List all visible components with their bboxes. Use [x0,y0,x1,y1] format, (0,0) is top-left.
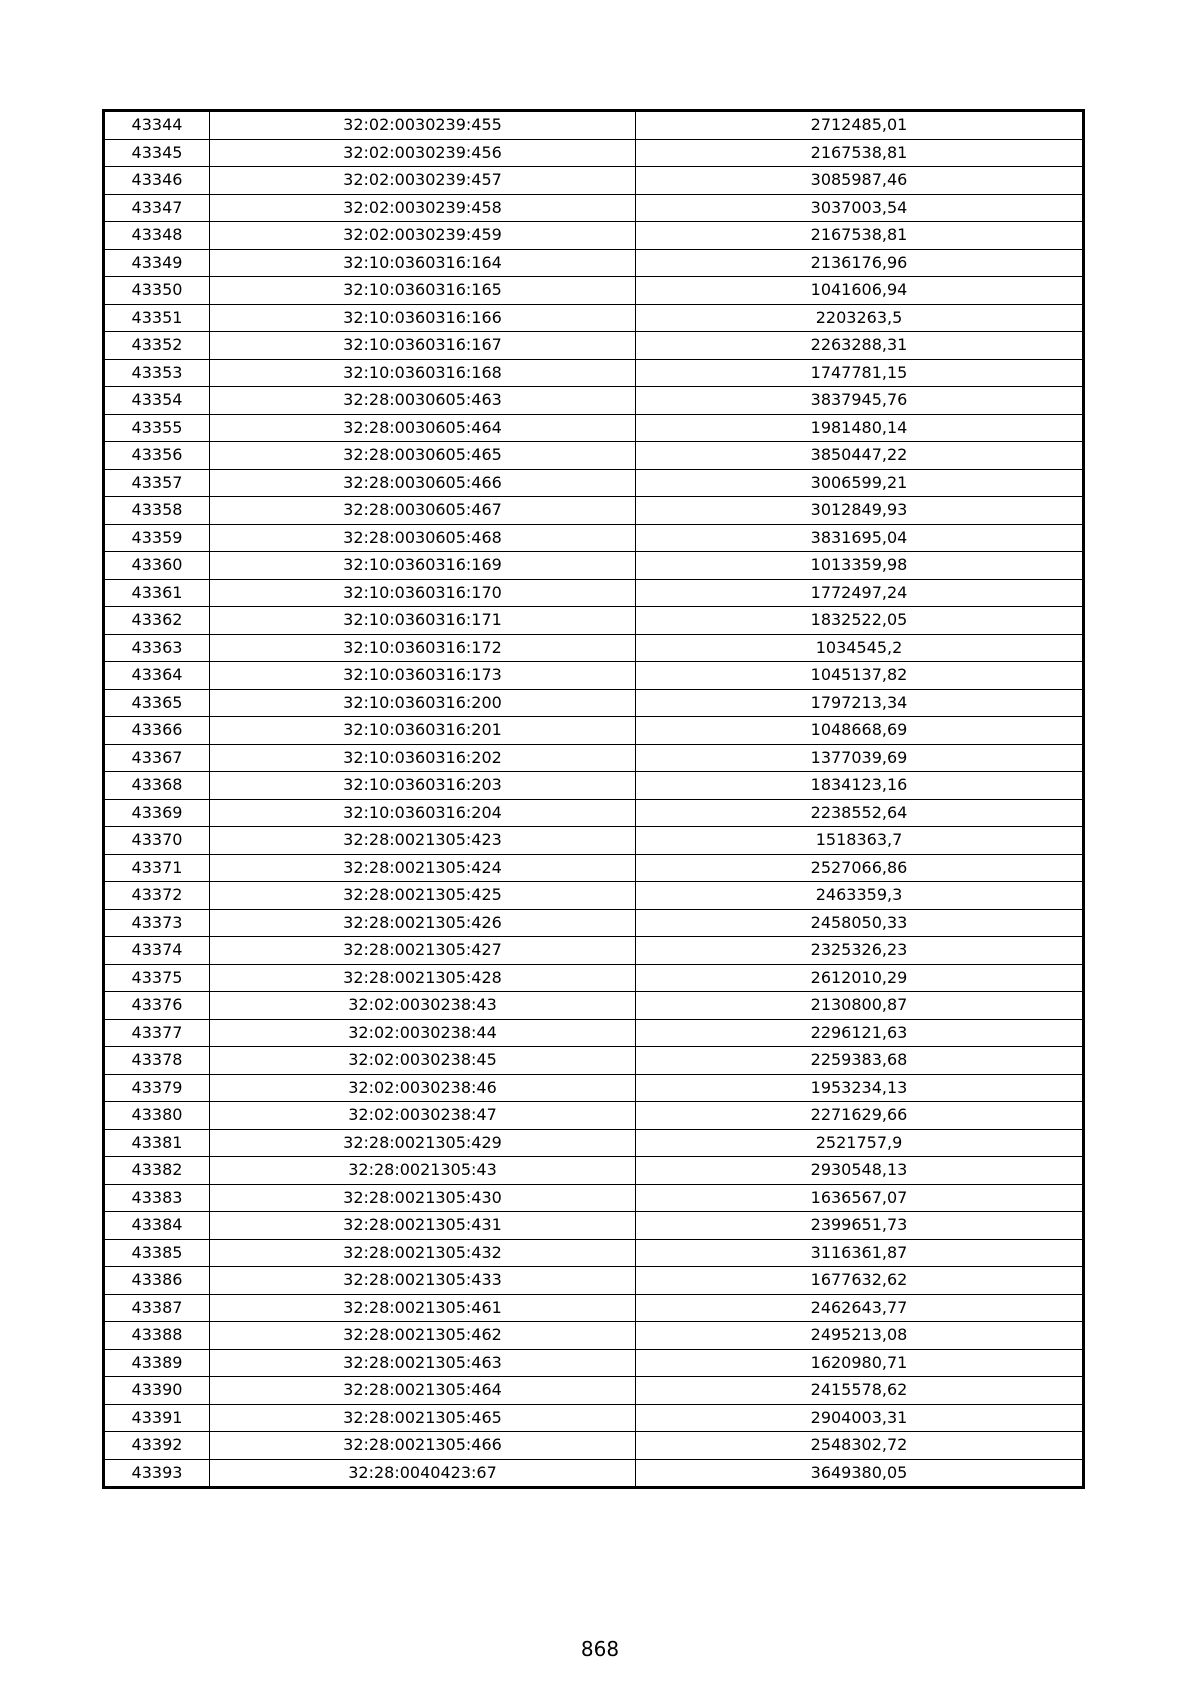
cadastral-number-cell: 32:28:0021305:430 [210,1184,636,1212]
row-number-cell: 43370 [104,827,210,855]
table-row [104,277,1084,305]
table-row [104,552,1084,580]
row-number-cell: 43347 [104,194,210,222]
cadastral-value-cell: 2930548,13 [636,1157,1084,1185]
cadastral-number-cell: 32:02:0030239:455 [210,111,636,140]
row-number-cell: 43363 [104,634,210,662]
cadastral-value-cell: 2521757,9 [636,1129,1084,1157]
cadastral-number-cell: 32:28:0021305:431 [210,1212,636,1240]
row-number-cell: 43377 [104,1019,210,1047]
cadastral-value-cell: 1620980,71 [636,1349,1084,1377]
table-row [104,111,1084,140]
table-row [104,304,1084,332]
table-row [104,442,1084,470]
cadastral-number-cell: 32:28:0030605:465 [210,442,636,470]
cadastral-value-cell: 1834123,16 [636,772,1084,800]
row-number-cell: 43384 [104,1212,210,1240]
cadastral-number-cell: 32:28:0021305:429 [210,1129,636,1157]
table-row [104,992,1084,1020]
table-row [104,882,1084,910]
cadastral-value-cell: 2527066,86 [636,854,1084,882]
row-number-cell: 43375 [104,964,210,992]
table-row [104,1239,1084,1267]
row-number-cell: 43389 [104,1349,210,1377]
table-row [104,579,1084,607]
row-number-cell: 43360 [104,552,210,580]
cadastral-number-cell: 32:02:0030239:457 [210,167,636,195]
table-row [104,194,1084,222]
cadastral-value-cell: 1045137,82 [636,662,1084,690]
table-row [104,909,1084,937]
row-number-cell: 43366 [104,717,210,745]
cadastral-number-cell: 32:02:0030238:47 [210,1102,636,1130]
cadastral-number-cell: 32:28:0021305:462 [210,1322,636,1350]
table-row [104,359,1084,387]
row-number-cell: 43346 [104,167,210,195]
row-number-cell: 43371 [104,854,210,882]
row-number-cell: 43381 [104,1129,210,1157]
cadastral-number-cell: 32:28:0021305:423 [210,827,636,855]
cadastral-number-cell: 32:28:0030605:466 [210,469,636,497]
cadastral-value-cell: 2399651,73 [636,1212,1084,1240]
cadastral-number-cell: 32:28:0021305:424 [210,854,636,882]
cadastral-value-cell: 3006599,21 [636,469,1084,497]
cadastral-value-cell: 2271629,66 [636,1102,1084,1130]
cadastral-value-cell: 1013359,98 [636,552,1084,580]
row-number-cell: 43354 [104,387,210,415]
table-row [104,634,1084,662]
cadastral-number-cell: 32:10:0360316:166 [210,304,636,332]
table-row [104,1019,1084,1047]
table-row [104,1294,1084,1322]
table-row [104,1074,1084,1102]
cadastral-number-cell: 32:28:0021305:426 [210,909,636,937]
cadastral-number-cell: 32:02:0030238:46 [210,1074,636,1102]
row-number-cell: 43358 [104,497,210,525]
table-row [104,1322,1084,1350]
table-row [104,662,1084,690]
row-number-cell: 43387 [104,1294,210,1322]
table-row [104,964,1084,992]
cadastral-value-cell: 2904003,31 [636,1404,1084,1432]
row-number-cell: 43382 [104,1157,210,1185]
row-number-cell: 43350 [104,277,210,305]
cadastral-number-cell: 32:10:0360316:171 [210,607,636,635]
cadastral-value-cell: 2612010,29 [636,964,1084,992]
row-number-cell: 43345 [104,139,210,167]
table-row [104,497,1084,525]
cadastral-number-cell: 32:10:0360316:168 [210,359,636,387]
table-row [104,1267,1084,1295]
table-row [104,1129,1084,1157]
table-row [104,607,1084,635]
cadastral-number-cell: 32:02:0030238:44 [210,1019,636,1047]
cadastral-number-cell: 32:28:0030605:464 [210,414,636,442]
page-number: 868 [580,1637,620,1661]
cadastral-number-cell: 32:28:0021305:465 [210,1404,636,1432]
table-row [104,332,1084,360]
cadastral-number-cell: 32:28:0021305:425 [210,882,636,910]
cadastral-number-cell: 32:28:0021305:43 [210,1157,636,1185]
cadastral-value-table [102,109,1085,1489]
table-body [104,111,1084,1488]
table-row [104,387,1084,415]
cadastral-value-cell: 1797213,34 [636,689,1084,717]
cadastral-number-cell: 32:10:0360316:173 [210,662,636,690]
cadastral-value-cell: 2136176,96 [636,249,1084,277]
row-number-cell: 43364 [104,662,210,690]
table-row [104,1377,1084,1405]
cadastral-value-cell: 3649380,05 [636,1459,1084,1488]
cadastral-value-cell: 3037003,54 [636,194,1084,222]
cadastral-number-cell: 32:28:0030605:463 [210,387,636,415]
cadastral-number-cell: 32:10:0360316:203 [210,772,636,800]
cadastral-number-cell: 32:28:0021305:461 [210,1294,636,1322]
table-row [104,524,1084,552]
cadastral-value-cell: 3837945,76 [636,387,1084,415]
table-row [104,937,1084,965]
row-number-cell: 43352 [104,332,210,360]
row-number-cell: 43376 [104,992,210,1020]
row-number-cell: 43391 [104,1404,210,1432]
row-number-cell: 43362 [104,607,210,635]
cadastral-value-cell: 1377039,69 [636,744,1084,772]
cadastral-number-cell: 32:28:0021305:466 [210,1432,636,1460]
row-number-cell: 43367 [104,744,210,772]
row-number-cell: 43353 [104,359,210,387]
cadastral-value-cell: 1034545,2 [636,634,1084,662]
cadastral-value-cell: 2259383,68 [636,1047,1084,1075]
cadastral-value-cell: 3116361,87 [636,1239,1084,1267]
cadastral-number-cell: 32:28:0021305:427 [210,937,636,965]
cadastral-value-cell: 1832522,05 [636,607,1084,635]
cadastral-value-cell: 1518363,7 [636,827,1084,855]
cadastral-value-cell: 2130800,87 [636,992,1084,1020]
table-row [104,717,1084,745]
cadastral-value-cell: 3012849,93 [636,497,1084,525]
row-number-cell: 43361 [104,579,210,607]
cadastral-number-cell: 32:28:0030605:468 [210,524,636,552]
row-number-cell: 43383 [104,1184,210,1212]
table-row [104,1157,1084,1185]
row-number-cell: 43351 [104,304,210,332]
cadastral-number-cell: 32:10:0360316:200 [210,689,636,717]
cadastral-value-cell: 1677632,62 [636,1267,1084,1295]
cadastral-number-cell: 32:10:0360316:172 [210,634,636,662]
table-row [104,1047,1084,1075]
cadastral-number-cell: 32:28:0040423:67 [210,1459,636,1488]
cadastral-number-cell: 32:10:0360316:201 [210,717,636,745]
table-row [104,1102,1084,1130]
cadastral-value-cell: 2325326,23 [636,937,1084,965]
row-number-cell: 43380 [104,1102,210,1130]
table-row [104,139,1084,167]
cadastral-value-cell: 2495213,08 [636,1322,1084,1350]
cadastral-value-cell: 1953234,13 [636,1074,1084,1102]
cadastral-number-cell: 32:10:0360316:165 [210,277,636,305]
row-number-cell: 43386 [104,1267,210,1295]
cadastral-value-cell: 3831695,04 [636,524,1084,552]
cadastral-value-cell: 2415578,62 [636,1377,1084,1405]
cadastral-number-cell: 32:10:0360316:202 [210,744,636,772]
row-number-cell: 43390 [104,1377,210,1405]
cadastral-value-cell: 2463359,3 [636,882,1084,910]
table-row [104,1349,1084,1377]
table-row [104,1212,1084,1240]
table-row [104,1184,1084,1212]
cadastral-value-cell: 3085987,46 [636,167,1084,195]
cadastral-number-cell: 32:28:0021305:463 [210,1349,636,1377]
table-row [104,799,1084,827]
row-number-cell: 43356 [104,442,210,470]
table-row [104,222,1084,250]
row-number-cell: 43378 [104,1047,210,1075]
cadastral-number-cell: 32:28:0030605:467 [210,497,636,525]
table-row [104,167,1084,195]
cadastral-value-cell: 2238552,64 [636,799,1084,827]
cadastral-value-cell: 1041606,94 [636,277,1084,305]
cadastral-value-cell: 2263288,31 [636,332,1084,360]
table-row [104,744,1084,772]
table-row [104,1432,1084,1460]
cadastral-value-cell: 2167538,81 [636,139,1084,167]
cadastral-number-cell: 32:02:0030238:43 [210,992,636,1020]
row-number-cell: 43359 [104,524,210,552]
row-number-cell: 43355 [104,414,210,442]
cadastral-value-cell: 1048668,69 [636,717,1084,745]
cadastral-value-cell: 2462643,77 [636,1294,1084,1322]
row-number-cell: 43349 [104,249,210,277]
table-row [104,772,1084,800]
row-number-cell: 43357 [104,469,210,497]
cadastral-value-cell: 1636567,07 [636,1184,1084,1212]
cadastral-number-cell: 32:10:0360316:167 [210,332,636,360]
row-number-cell: 43388 [104,1322,210,1350]
row-number-cell: 43374 [104,937,210,965]
cadastral-number-cell: 32:10:0360316:164 [210,249,636,277]
row-number-cell: 43385 [104,1239,210,1267]
cadastral-number-cell: 32:02:0030239:456 [210,139,636,167]
cadastral-value-cell: 1981480,14 [636,414,1084,442]
cadastral-number-cell: 32:28:0021305:428 [210,964,636,992]
cadastral-number-cell: 32:10:0360316:169 [210,552,636,580]
cadastral-number-cell: 32:28:0021305:432 [210,1239,636,1267]
cadastral-number-cell: 32:10:0360316:204 [210,799,636,827]
row-number-cell: 43392 [104,1432,210,1460]
cadastral-number-cell: 32:28:0021305:433 [210,1267,636,1295]
cadastral-value-cell: 1772497,24 [636,579,1084,607]
cadastral-value-cell: 2203263,5 [636,304,1084,332]
row-number-cell: 43379 [104,1074,210,1102]
row-number-cell: 43368 [104,772,210,800]
table-row [104,469,1084,497]
row-number-cell: 43365 [104,689,210,717]
row-number-cell: 43393 [104,1459,210,1488]
table-row [104,414,1084,442]
row-number-cell: 43369 [104,799,210,827]
table-row [104,827,1084,855]
cadastral-number-cell: 32:02:0030239:458 [210,194,636,222]
table-row [104,854,1084,882]
cadastral-number-cell: 32:02:0030239:459 [210,222,636,250]
row-number-cell: 43372 [104,882,210,910]
cadastral-value-cell: 3850447,22 [636,442,1084,470]
row-number-cell: 43344 [104,111,210,140]
row-number-cell: 43373 [104,909,210,937]
cadastral-number-cell: 32:10:0360316:170 [210,579,636,607]
cadastral-number-cell: 32:02:0030238:45 [210,1047,636,1075]
cadastral-value-cell: 2458050,33 [636,909,1084,937]
cadastral-value-cell: 2712485,01 [636,111,1084,140]
table-row [104,249,1084,277]
cadastral-value-cell: 2548302,72 [636,1432,1084,1460]
table-row [104,689,1084,717]
table-row [104,1404,1084,1432]
table-row [104,1459,1084,1488]
cadastral-value-cell: 2167538,81 [636,222,1084,250]
cadastral-number-cell: 32:28:0021305:464 [210,1377,636,1405]
cadastral-value-cell: 2296121,63 [636,1019,1084,1047]
row-number-cell: 43348 [104,222,210,250]
cadastral-value-cell: 1747781,15 [636,359,1084,387]
